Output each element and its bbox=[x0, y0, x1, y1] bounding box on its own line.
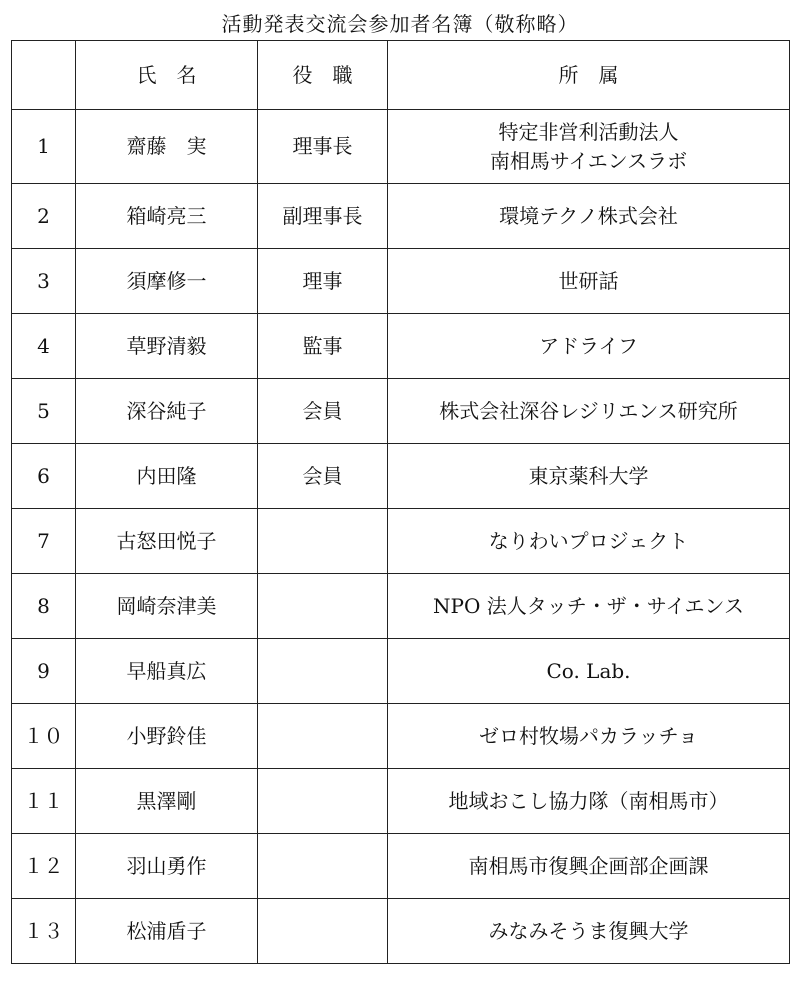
table-body bbox=[12, 110, 790, 964]
participant-name: 岡崎奈津美 bbox=[76, 574, 258, 639]
participant-name: 深谷純子 bbox=[76, 379, 258, 444]
participant-role: 会員 bbox=[258, 379, 388, 444]
affiliation-line: 東京薬科大学 bbox=[528, 463, 649, 488]
affiliation-line: みなみそうま復興大学 bbox=[488, 918, 689, 943]
participant-affiliation bbox=[388, 574, 790, 639]
participant-role bbox=[258, 834, 388, 899]
row-number: 2 bbox=[12, 184, 76, 249]
participant-affiliation bbox=[388, 704, 790, 769]
table-row bbox=[12, 379, 790, 444]
participant-name: 草野清毅 bbox=[76, 314, 258, 379]
participant-name: 松浦盾子 bbox=[76, 899, 258, 964]
participant-name: 小野鈴佳 bbox=[76, 704, 258, 769]
participant-role: 副理事長 bbox=[258, 184, 388, 249]
participant-role: 理事 bbox=[258, 249, 388, 314]
row-number: 4 bbox=[12, 314, 76, 379]
row-number: 3 bbox=[12, 249, 76, 314]
row-number: １３ bbox=[12, 899, 76, 964]
participant-affiliation bbox=[388, 249, 790, 314]
participant-role bbox=[258, 509, 388, 574]
participant-role bbox=[258, 574, 388, 639]
participant-affiliation bbox=[388, 314, 790, 379]
affiliation-line: 地域おこし協力隊（南相馬市） bbox=[448, 788, 729, 813]
participant-table bbox=[11, 40, 790, 964]
row-number: 1 bbox=[12, 110, 76, 184]
participant-role bbox=[258, 899, 388, 964]
participant-affiliation bbox=[388, 444, 790, 509]
participant-affiliation bbox=[388, 834, 790, 899]
affiliation-line: 南相馬サイエンスラボ bbox=[489, 148, 688, 173]
table-row bbox=[12, 704, 790, 769]
participant-affiliation bbox=[388, 639, 790, 704]
header-affiliation: 所 属 bbox=[388, 41, 790, 110]
participant-name: 齋藤 実 bbox=[76, 110, 258, 184]
participant-role: 理事長 bbox=[258, 110, 388, 184]
header-number bbox=[12, 41, 76, 110]
table-row bbox=[12, 249, 790, 314]
participant-affiliation bbox=[388, 184, 790, 249]
table-row bbox=[12, 769, 790, 834]
row-number: １０ bbox=[12, 704, 76, 769]
row-number: 6 bbox=[12, 444, 76, 509]
participant-name: 須摩修一 bbox=[76, 249, 258, 314]
row-number: １２ bbox=[12, 834, 76, 899]
header-name: 氏 名 bbox=[76, 41, 258, 110]
participant-name: 羽山勇作 bbox=[76, 834, 258, 899]
header-role: 役 職 bbox=[258, 41, 388, 110]
table-header-row bbox=[12, 41, 790, 110]
participant-name: 黒澤剛 bbox=[76, 769, 258, 834]
affiliation-line: 環境テクノ株式会社 bbox=[499, 203, 678, 228]
table-row bbox=[12, 184, 790, 249]
page-title: 活動発表交流会参加者名簿（敬称略） bbox=[221, 12, 579, 36]
participant-role bbox=[258, 769, 388, 834]
table-row bbox=[12, 899, 790, 964]
affiliation-line: ゼロ村牧場パカラッチョ bbox=[479, 723, 698, 748]
participant-affiliation bbox=[388, 899, 790, 964]
affiliation-line: なりわいプロジェクト bbox=[488, 528, 689, 553]
affiliation-line: アドライフ bbox=[539, 333, 638, 358]
participant-name: 早船真広 bbox=[76, 639, 258, 704]
row-number: 5 bbox=[12, 379, 76, 444]
affiliation-line: 特定非営利活動法人 bbox=[498, 119, 679, 144]
table-row bbox=[12, 110, 790, 184]
row-number: 7 bbox=[12, 509, 76, 574]
participant-role: 会員 bbox=[258, 444, 388, 509]
row-number: 9 bbox=[12, 639, 76, 704]
row-number: １１ bbox=[12, 769, 76, 834]
participant-name: 古怒田悦子 bbox=[76, 509, 258, 574]
affiliation-line: 南相馬市復興企画部企画課 bbox=[468, 853, 709, 878]
table-row bbox=[12, 314, 790, 379]
participant-affiliation bbox=[388, 110, 790, 184]
participant-role bbox=[258, 639, 388, 704]
affiliation-line: 世研話 bbox=[558, 268, 619, 293]
table-row bbox=[12, 509, 790, 574]
table-row bbox=[12, 574, 790, 639]
affiliation-line: Co. Lab. bbox=[546, 658, 631, 683]
table-row bbox=[12, 444, 790, 509]
affiliation-line: 株式会社深谷レジリエンス研究所 bbox=[439, 398, 738, 423]
participant-name: 内田隆 bbox=[76, 444, 258, 509]
participant-affiliation bbox=[388, 379, 790, 444]
row-number: 8 bbox=[12, 574, 76, 639]
table-row bbox=[12, 639, 790, 704]
table-row bbox=[12, 834, 790, 899]
participant-affiliation bbox=[388, 769, 790, 834]
participant-role bbox=[258, 704, 388, 769]
participant-affiliation bbox=[388, 509, 790, 574]
participant-role: 監事 bbox=[258, 314, 388, 379]
participant-name: 箱崎亮三 bbox=[76, 184, 258, 249]
affiliation-line: NPO 法人タッチ・ザ・サイエンス bbox=[433, 593, 744, 618]
